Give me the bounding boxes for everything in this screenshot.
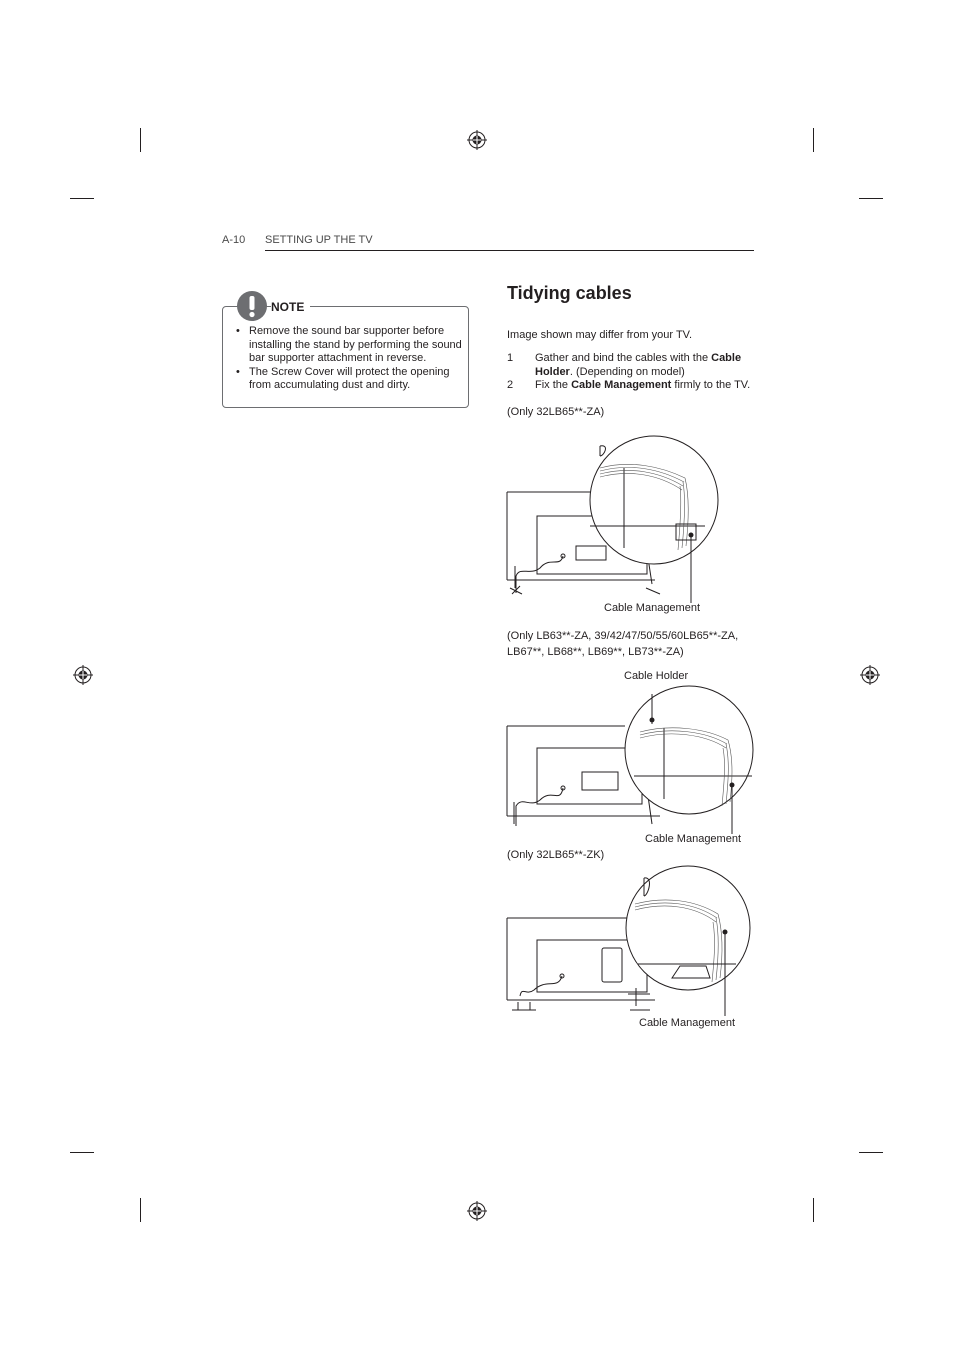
- step-text-bold: Cable Management: [571, 379, 672, 391]
- crop-mark: [813, 1198, 814, 1222]
- step-number: 1: [507, 352, 514, 364]
- section-heading: Tidying cables: [507, 283, 632, 303]
- intro-text: Image shown may differ from your TV.: [507, 329, 693, 341]
- exclamation-icon: [236, 290, 268, 322]
- note-list: [232, 325, 464, 393]
- crop-mark: [140, 1198, 141, 1222]
- cable-management-illustration-1: [500, 428, 730, 598]
- step-text-post: . (Depending on model): [569, 365, 685, 378]
- crop-mark: [70, 1152, 94, 1153]
- section-title: SETTING UP THE TV: [265, 234, 373, 246]
- step-text-bold: Cable Holder: [535, 352, 742, 378]
- step-text-post: firmly to the TV.: [671, 379, 751, 391]
- figure-label: Cable Management: [639, 1017, 736, 1029]
- crop-mark: [813, 128, 814, 152]
- note-item: • Remove the sound bar supporter before installing the stand by performing the sound bar supporter attachment in reverse.: [232, 325, 464, 366]
- note-label: NOTE: [271, 300, 310, 314]
- registration-mark-icon: [860, 665, 880, 685]
- model-note: (Only 32LB65**-ZA): [507, 406, 605, 418]
- figure-label: Cable Management: [604, 602, 701, 614]
- registration-mark-icon: [73, 665, 93, 685]
- crop-mark: [859, 1152, 883, 1153]
- registration-mark-icon: [467, 130, 487, 150]
- step-2: [507, 379, 757, 393]
- note-item: • The Screw Cover will protect the opening from accumulating dust and dirty.: [232, 366, 464, 393]
- crop-mark: [140, 128, 141, 152]
- step-text-pre: Gather and bind the cables with the: [535, 352, 712, 364]
- crop-mark: [70, 198, 94, 199]
- figure-label: Cable Management: [645, 833, 742, 845]
- step-text: [535, 352, 757, 379]
- header-rule: [265, 250, 754, 251]
- model-note: (Only 32LB65**-ZK): [507, 849, 605, 861]
- model-note: (Only LB63**-ZA, 39/42/47/50/55/60LB65**-ZA, LB67**, LB68**, LB69**, LB73**-ZA): [507, 630, 739, 658]
- step-number: 2: [507, 379, 514, 391]
- registration-mark-icon: [467, 1201, 487, 1221]
- figure-label: Cable Holder: [624, 670, 689, 682]
- cable-management-illustration-3: [500, 866, 760, 1016]
- cable-management-illustration-2: [500, 684, 760, 834]
- step-1: [507, 352, 757, 380]
- page-number: A-10: [222, 234, 246, 246]
- step-text: [535, 379, 765, 393]
- step-text-pre: Fix the: [535, 379, 572, 391]
- crop-mark: [859, 198, 883, 199]
